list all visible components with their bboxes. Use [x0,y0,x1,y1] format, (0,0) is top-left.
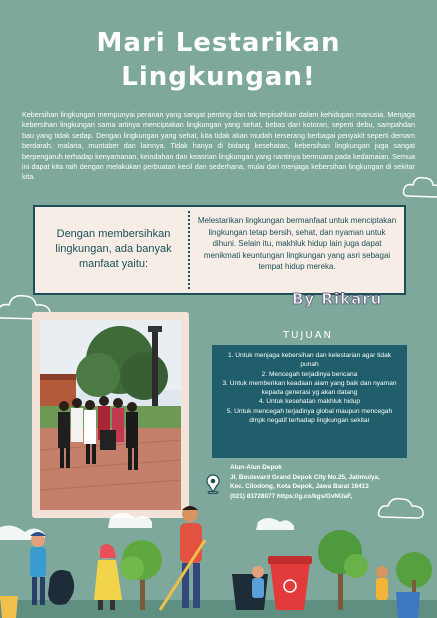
benefits-text: Melestarikan lingkungan bermanfaat untuk menciptakan lingkungan tetap bersih, sehat, dan nyaman untuk dihuni. Selain itu, makhluk hidup lain juga dapat menikmati keuntungan lingkungan yang asri sebagai tempat hidup mereka. [197,216,397,271]
list-item: 5. Untuk mencegah terjadinya global maupun mencegah dmpk negatif terhadap lingkungan sekitar [226,407,393,425]
watermark: By Rikaru [292,290,383,308]
location-name: Alun-Alun Depok [230,464,282,471]
benefits-box [33,205,406,295]
photo-frame [32,312,189,518]
benefits-heading: Dengan membersihkan lingkungan, ada banyak manfaat yaitu: [55,228,172,270]
title-line-1: Mari Lestarikan [96,28,341,58]
goals-list [212,345,407,425]
address-line-3: (021) 83728077 https://g.co/kgs/GvNUaF, [230,492,353,500]
intro-paragraph: Kebersihan lingkungan mempunyai peranan yang sangat penting dan tak terpisahkan dalam kehidupan manusia. Menjaga kebersihan lingkungan sama artinya menciptakan lingkungan yang sehat, bebas dari kotoran, seperti debu, sampahdan bau yang tidak sedap. Dengan lingkungan yang sehat, kita tidak akan mudah terserang berbagai penyakit seperti demam berdarah, malaria, muntaber dan lainnya. Tidak hanya di bidang kesehatan, kebersihan lingkungan juga sangat berpengaruh terhadap kenyamanan, keindahan dan keasrian lingkungan yang nantinya bermuara pada kedamaian. Semua ini dapat kita raih dengan melakukan perbuatan kecil dan sederhana, mulai dari menjaga kebersihan lingkungan di sekitar kita. [22,110,415,182]
list-item: 4. Untuk kesehatan makhluk hidup [258,398,361,406]
goals-heading: TUJUAN [283,330,334,341]
title-line-2: Lingkungan! [121,62,316,92]
address-line-1: Jl. Boulevard Grand Depok City No.25, Jatimulya, [230,473,380,481]
list-item: 3. Untuk memberikan keadaan alam yang baik dan nyaman kepada generasi yg akan datang [222,379,397,397]
cleanup-illustration [0,500,437,618]
address-block [230,463,410,501]
address-line-2: Kec. Cilodong, Kota Depok, Jawa Barat 16413 [230,483,369,490]
group-photo [40,320,181,510]
page-title [0,26,437,94]
location-pin-icon [206,474,220,494]
cloud-icon [402,172,437,202]
goals-box [212,345,407,458]
list-item: 1. Untuk menjaga kebersihan dan kelestarian agar tidak punah [227,352,392,369]
dotted-divider [188,211,190,289]
list-item: 2. Mencegah terjadinya bencana [261,370,358,378]
